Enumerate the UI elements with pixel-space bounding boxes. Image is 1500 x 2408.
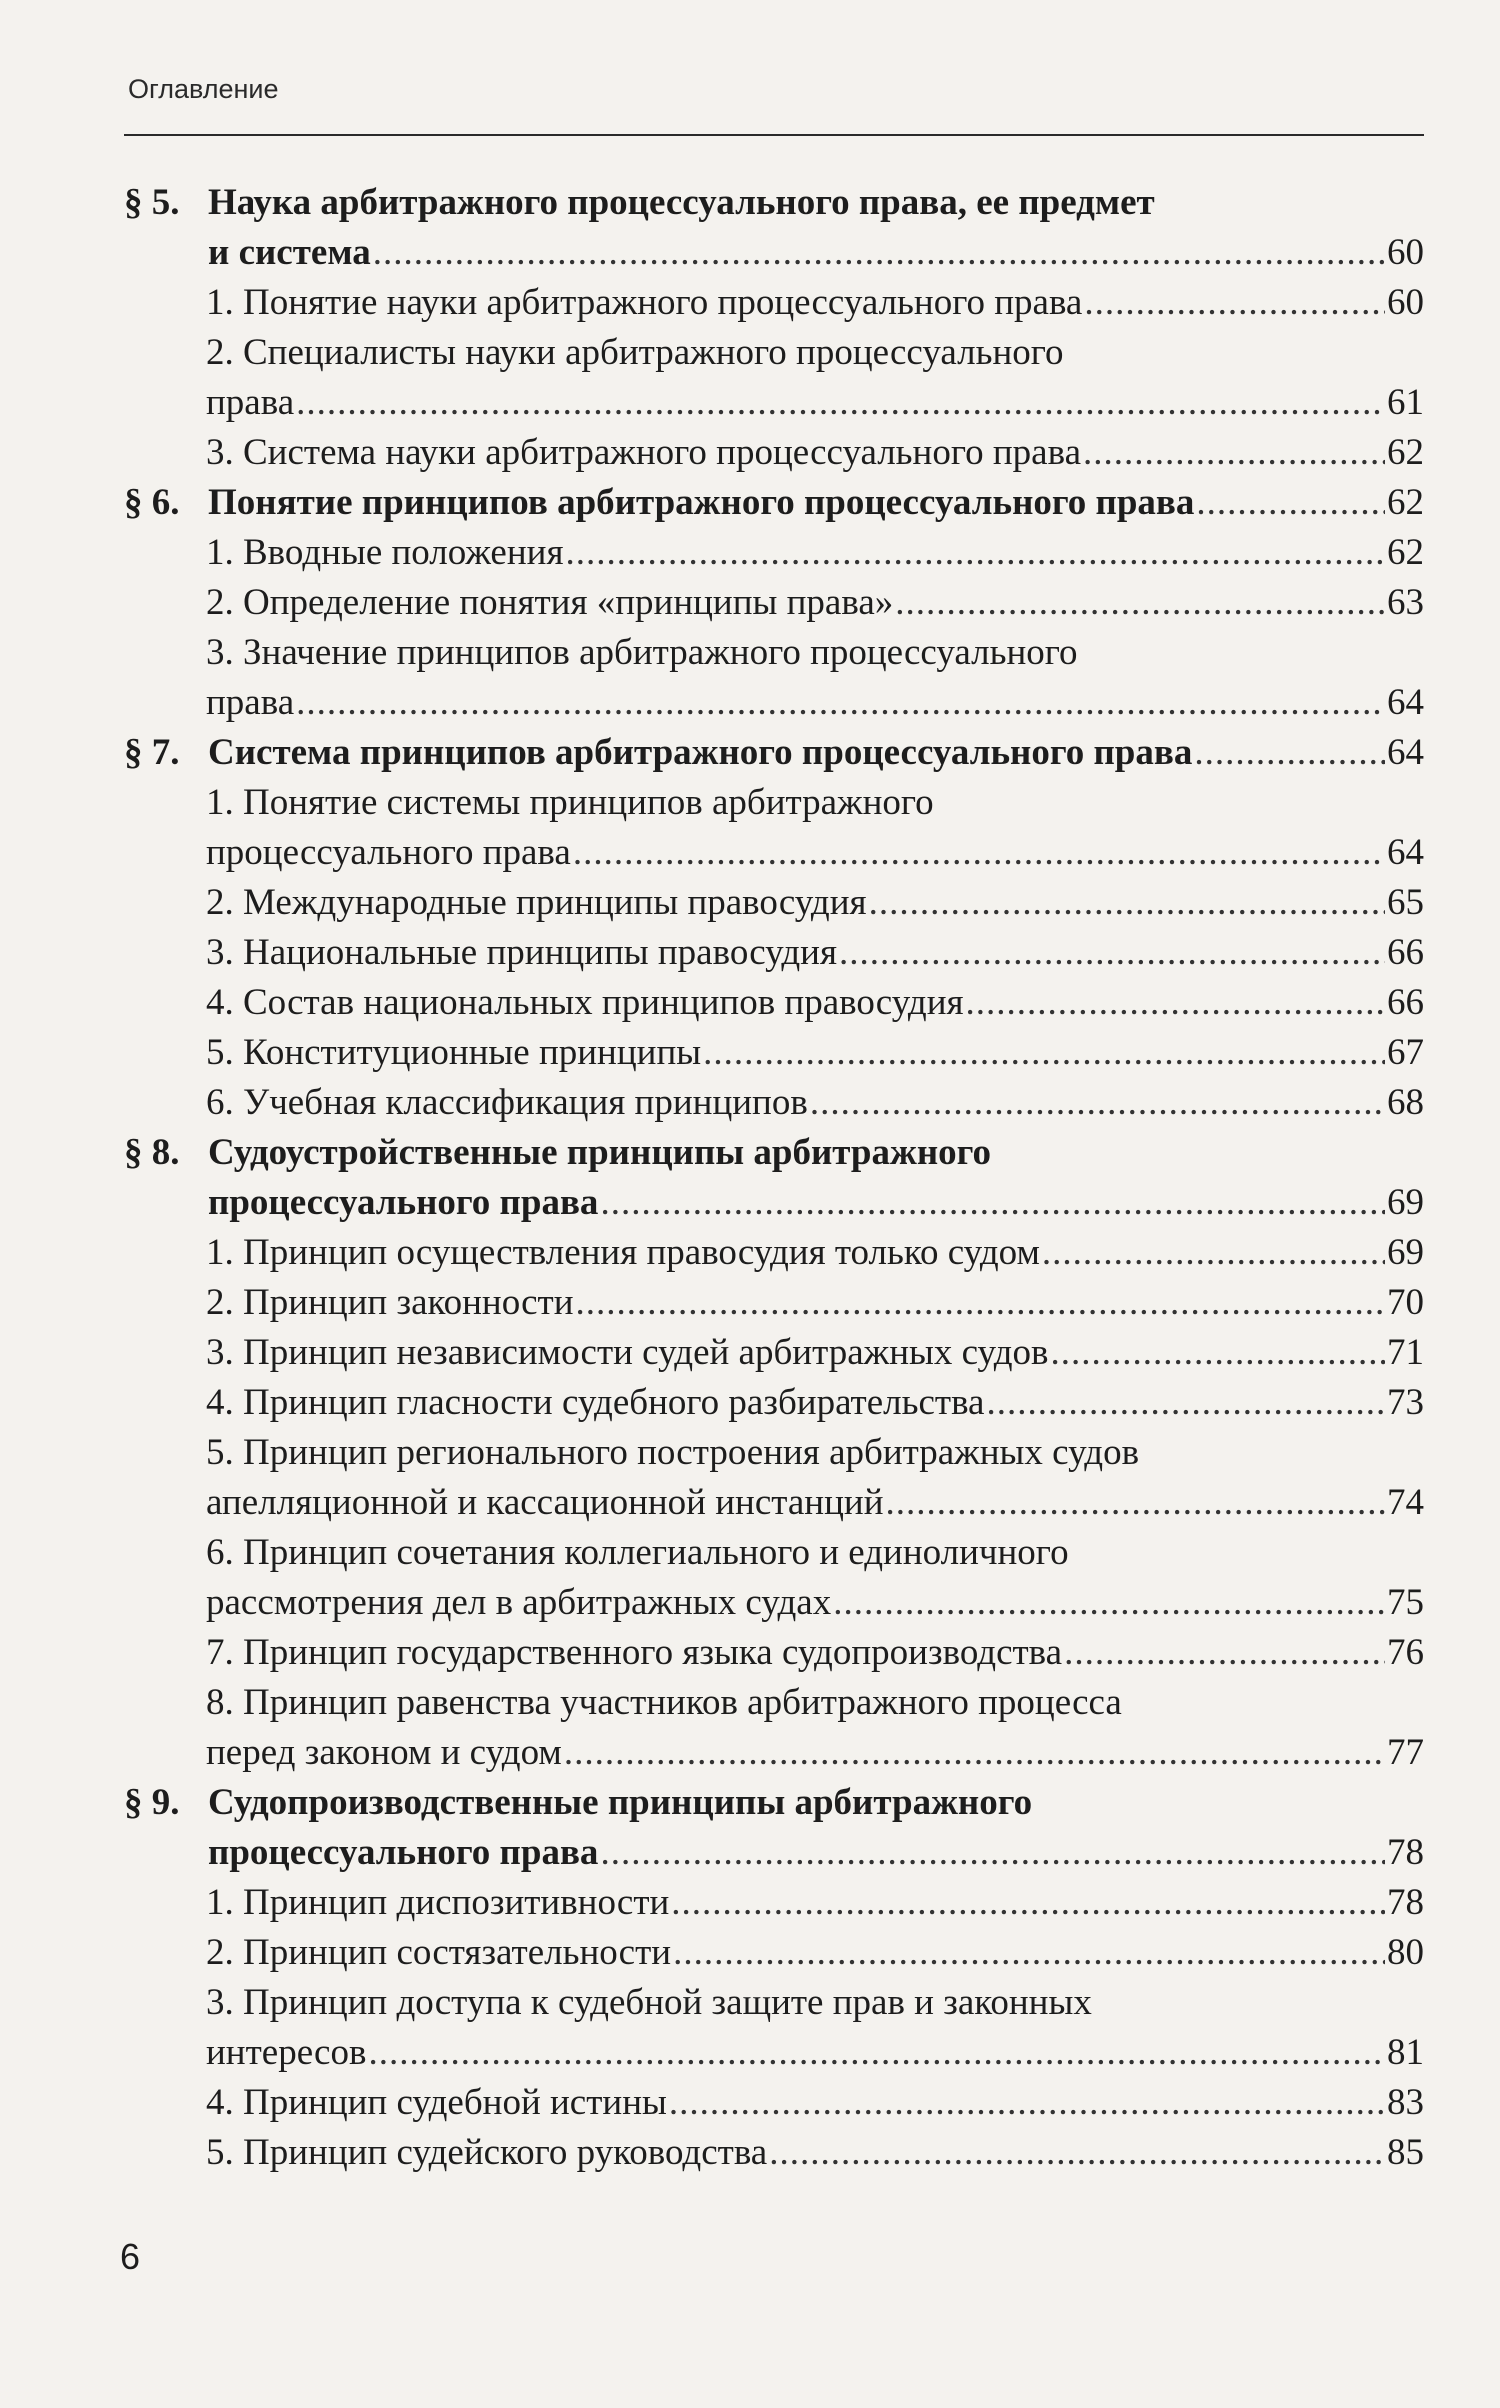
entry-title: 1. Вводные положения xyxy=(206,532,564,573)
toc-item xyxy=(124,928,1424,978)
dot-leader xyxy=(1084,278,1385,328)
dot-leader xyxy=(368,2028,1385,2078)
entry-title: 1. Принцип осуществления правосудия только судом xyxy=(206,1232,1040,1273)
section-number: § 9. xyxy=(124,1782,180,1823)
dot-leader xyxy=(1083,428,1385,478)
toc-line xyxy=(124,1578,1424,1628)
dot-leader xyxy=(296,378,1385,428)
toc-item xyxy=(124,628,1424,728)
table-of-contents xyxy=(124,178,1424,2178)
dot-leader xyxy=(564,1728,1385,1778)
toc-line xyxy=(124,528,1424,578)
toc-line xyxy=(124,1528,1424,1578)
dot-leader xyxy=(810,1078,1385,1128)
toc-line xyxy=(124,778,1424,828)
toc-line xyxy=(124,1878,1424,1928)
toc-item xyxy=(124,1928,1424,1978)
entry-title: 6. Принцип сочетания коллегиального и единоличного xyxy=(206,1532,1069,1573)
running-title: Оглавление xyxy=(128,74,279,104)
toc-item xyxy=(124,1978,1424,2078)
entry-title: 2. Принцип состязательности xyxy=(206,1932,672,1973)
toc-line xyxy=(124,1778,1424,1828)
entry-title: 3. Принцип независимости судей арбитражных судов xyxy=(206,1332,1049,1373)
toc-line xyxy=(124,1428,1424,1478)
header-rule xyxy=(124,134,1424,136)
toc-line xyxy=(124,378,1424,428)
toc-line xyxy=(124,1378,1424,1428)
entry-title: перед законом и судом xyxy=(206,1732,562,1773)
toc-line xyxy=(124,328,1424,378)
toc-line xyxy=(124,978,1424,1028)
toc-line xyxy=(124,728,1424,778)
entry-title: апелляционной и кассационной инстанций xyxy=(206,1482,884,1523)
entry-page-number: 76 xyxy=(1387,1632,1424,1673)
entry-page-number: 63 xyxy=(1387,582,1424,623)
toc-line xyxy=(124,578,1424,628)
entry-title: 2. Определение понятия «принципы права» xyxy=(206,582,894,623)
dot-leader xyxy=(869,878,1385,928)
toc-line xyxy=(124,178,1424,228)
dot-leader xyxy=(895,578,1385,628)
dot-leader xyxy=(576,1278,1385,1328)
dot-leader xyxy=(833,1578,1385,1628)
toc-line xyxy=(124,628,1424,678)
entry-page-number: 75 xyxy=(1387,1582,1424,1623)
entry-page-number: 70 xyxy=(1387,1282,1424,1323)
entry-page-number: 78 xyxy=(1387,1832,1424,1873)
entry-title: 5. Принцип судейского руководства xyxy=(206,2132,768,2173)
entry-title: Судопроизводственные принципы арбитражного xyxy=(208,1782,1033,1823)
toc-section xyxy=(124,478,1424,528)
dot-leader xyxy=(986,1378,1385,1428)
toc-item xyxy=(124,1678,1424,1778)
toc-line xyxy=(124,2078,1424,2128)
toc-item xyxy=(124,1628,1424,1678)
entry-title: 3. Национальные принципы правосудия xyxy=(206,932,837,973)
entry-title: 3. Система науки арбитражного процессуального права xyxy=(206,432,1081,473)
entry-title: 2. Специалисты науки арбитражного процессуального xyxy=(206,332,1064,373)
toc-line xyxy=(124,678,1424,728)
entry-page-number: 62 xyxy=(1387,482,1424,523)
dot-leader xyxy=(573,828,1385,878)
toc-item xyxy=(124,1078,1424,1128)
dot-leader xyxy=(671,1878,1385,1928)
entry-page-number: 60 xyxy=(1387,282,1424,323)
toc-section xyxy=(124,1128,1424,1228)
entry-title: процессуального права xyxy=(208,1182,599,1223)
entry-title: 4. Состав национальных принципов правосудия xyxy=(206,982,964,1023)
entry-title: интересов xyxy=(206,2032,367,2073)
section-number: § 6. xyxy=(124,482,180,523)
entry-title: 2. Принцип законности xyxy=(206,1282,574,1323)
section-number: § 7. xyxy=(124,732,180,773)
toc-line xyxy=(124,428,1424,478)
entry-title: и система xyxy=(208,232,371,273)
entry-page-number: 64 xyxy=(1387,682,1424,723)
entry-page-number: 69 xyxy=(1387,1232,1424,1273)
toc-line xyxy=(124,2128,1424,2178)
toc-section xyxy=(124,178,1424,278)
entry-page-number: 73 xyxy=(1387,1382,1424,1423)
dot-leader xyxy=(703,1028,1385,1078)
toc-line xyxy=(124,1728,1424,1778)
entry-title: права xyxy=(206,382,295,423)
dot-leader xyxy=(769,2128,1385,2178)
entry-title: 1. Понятие системы принципов арбитражного xyxy=(206,782,934,823)
toc-item xyxy=(124,1878,1424,1928)
toc-item xyxy=(124,778,1424,878)
entry-page-number: 80 xyxy=(1387,1932,1424,1973)
toc-line xyxy=(124,1828,1424,1878)
dot-leader xyxy=(1042,1228,1385,1278)
entry-title: процессуального права xyxy=(208,1832,599,1873)
dot-leader xyxy=(886,1478,1386,1528)
toc-line xyxy=(124,1078,1424,1128)
entry-title: процессуального права xyxy=(206,832,571,873)
toc-line xyxy=(124,478,1424,528)
entry-title: 5. Конституционные принципы xyxy=(206,1032,702,1073)
toc-item xyxy=(124,1378,1424,1428)
toc-item xyxy=(124,1028,1424,1078)
dot-leader xyxy=(673,1928,1385,1978)
entry-page-number: 64 xyxy=(1387,832,1424,873)
toc-line xyxy=(124,928,1424,978)
entry-page-number: 62 xyxy=(1387,532,1424,573)
toc-line xyxy=(124,1978,1424,2028)
toc-item xyxy=(124,328,1424,428)
entry-page-number: 60 xyxy=(1387,232,1424,273)
entry-title: 3. Значение принципов арбитражного процессуального xyxy=(206,632,1078,673)
toc-line xyxy=(124,228,1424,278)
toc-item xyxy=(124,1278,1424,1328)
toc-item xyxy=(124,1328,1424,1378)
toc-line xyxy=(124,1178,1424,1228)
toc-line xyxy=(124,1328,1424,1378)
toc-item xyxy=(124,1428,1424,1528)
entry-page-number: 68 xyxy=(1387,1082,1424,1123)
entry-title: права xyxy=(206,682,295,723)
entry-title: Понятие принципов арбитражного процессуального права xyxy=(208,482,1195,523)
dot-leader xyxy=(669,2078,1385,2128)
toc-section xyxy=(124,728,1424,778)
entry-page-number: 66 xyxy=(1387,982,1424,1023)
toc-item xyxy=(124,1228,1424,1278)
entry-page-number: 62 xyxy=(1387,432,1424,473)
entry-page-number: 81 xyxy=(1387,2032,1424,2073)
entry-title: 6. Учебная классификация принципов xyxy=(206,1082,808,1123)
toc-line xyxy=(124,2028,1424,2078)
entry-title: 5. Принцип регионального построения арбитражных судов xyxy=(206,1432,1140,1473)
dot-leader xyxy=(839,928,1385,978)
toc-item xyxy=(124,1528,1424,1628)
toc-line xyxy=(124,1028,1424,1078)
entry-title: 4. Принцип гласности судебного разбирательства xyxy=(206,1382,985,1423)
entry-page-number: 71 xyxy=(1387,1332,1424,1373)
entry-title: Наука арбитражного процессуального права, ее предмет xyxy=(208,182,1155,223)
entry-title: 1. Понятие науки арбитражного процессуального права xyxy=(206,282,1083,323)
dot-leader xyxy=(296,678,1385,728)
toc-item xyxy=(124,978,1424,1028)
dot-leader xyxy=(600,1178,1385,1228)
entry-title: 8. Принцип равенства участников арбитражного процесса xyxy=(206,1682,1122,1723)
entry-page-number: 78 xyxy=(1387,1882,1424,1923)
toc-line xyxy=(124,1478,1424,1528)
dot-leader xyxy=(1064,1628,1385,1678)
entry-page-number: 66 xyxy=(1387,932,1424,973)
dot-leader xyxy=(966,978,1385,1028)
entry-page-number: 85 xyxy=(1387,2132,1424,2173)
dot-leader xyxy=(1051,1328,1385,1378)
toc-line xyxy=(124,1928,1424,1978)
dot-leader xyxy=(600,1828,1385,1878)
entry-title: 4. Принцип судебной истины xyxy=(206,2082,667,2123)
entry-title: 2. Международные принципы правосудия xyxy=(206,882,867,923)
dot-leader xyxy=(373,228,1385,278)
toc-line xyxy=(124,1678,1424,1728)
entry-page-number: 83 xyxy=(1387,2082,1424,2123)
entry-page-number: 61 xyxy=(1387,382,1424,423)
entry-title: 7. Принцип государственного языка судопроизводства xyxy=(206,1632,1063,1673)
toc-item xyxy=(124,528,1424,578)
entry-page-number: 74 xyxy=(1387,1482,1424,1523)
toc-line xyxy=(124,1278,1424,1328)
dot-leader xyxy=(565,528,1385,578)
section-number: § 5. xyxy=(124,182,180,223)
section-number: § 8. xyxy=(124,1132,180,1173)
toc-line xyxy=(124,878,1424,928)
entry-title: 1. Принцип диспозитивности xyxy=(206,1882,670,1923)
entry-page-number: 69 xyxy=(1387,1182,1424,1223)
entry-title: рассмотрения дел в арбитражных судах xyxy=(206,1582,832,1623)
toc-line xyxy=(124,278,1424,328)
toc-line xyxy=(124,828,1424,878)
entry-page-number: 65 xyxy=(1387,882,1424,923)
toc-item xyxy=(124,578,1424,628)
toc-item xyxy=(124,2078,1424,2128)
entry-page-number: 64 xyxy=(1387,732,1424,773)
entry-page-number: 67 xyxy=(1387,1032,1424,1073)
dot-leader xyxy=(1196,478,1385,528)
toc-item xyxy=(124,2128,1424,2178)
entry-page-number: 77 xyxy=(1387,1732,1424,1773)
toc-item xyxy=(124,278,1424,328)
dot-leader xyxy=(1194,728,1385,778)
toc-line xyxy=(124,1128,1424,1178)
toc-item xyxy=(124,428,1424,478)
entry-title: 3. Принцип доступа к судебной защите прав и законных xyxy=(206,1982,1092,2023)
toc-line xyxy=(124,1628,1424,1678)
entry-title: Судоустройственные принципы арбитражного xyxy=(208,1132,992,1173)
toc-item xyxy=(124,878,1424,928)
toc-line xyxy=(124,1228,1424,1278)
entry-title: Система принципов арбитражного процессуального права xyxy=(208,732,1193,773)
page-number: 6 xyxy=(120,2236,141,2277)
toc-section xyxy=(124,1778,1424,1878)
